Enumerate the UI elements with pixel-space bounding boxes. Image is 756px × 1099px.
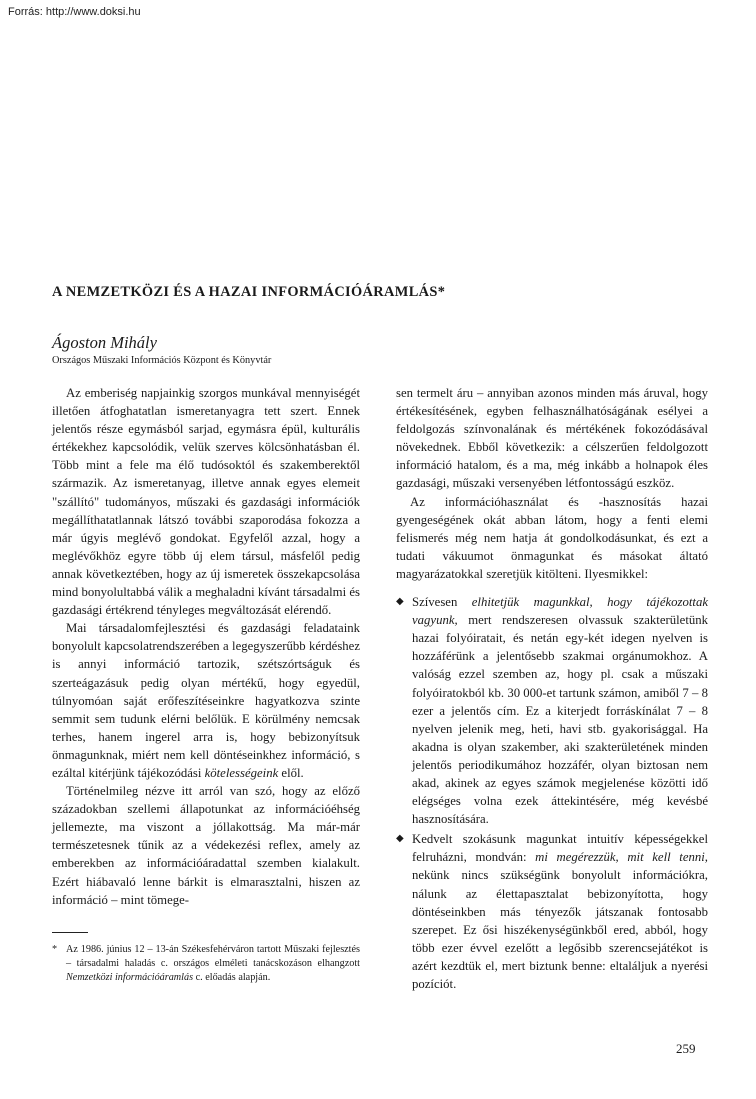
author-name: Ágoston Mihály <box>52 333 157 352</box>
page-number: 259 <box>676 1041 696 1056</box>
bullet-text <box>412 830 708 993</box>
bullet-item <box>396 830 708 993</box>
bullet-text <box>412 593 708 828</box>
emphasis: elhitetjük magunkkal, hogy tájékozottak vagyunk, <box>412 595 708 628</box>
paragraph: Az emberiség napjainkig szorgos munkával mennyiségét illetően átfoghatatlan ismeretanyagra tett szert. Ennek jelentős része egymásból sarjad, egymásra épül, kulturális értékekhez kapcsolódik, velük szerves kölcsönhatásban él. Több mint a fele ma élő tudósoktól és szakemberektől származik. Az ismeretanyag, illetve annak egyes elemeit "szállító" tudományos, műszaki és gazdasági információk megállíthatatlannak látszó további szaporodása fokozza a már úgyis meglévő gondokat. Egyfelől azzal, hogy a meglévőkhöz egyre több új elem társul, másfelől pedig annak következtében, hogy az új ismeretek összekapcsolása mind bonyolultabbá válik a meghaladni kívánt társadalmi és gazdasági értékrend tényleges megváltozását elérendő. <box>52 386 360 618</box>
right-column <box>396 384 708 993</box>
emphasis: kötelességeink <box>204 765 279 780</box>
paragraph <box>52 619 360 782</box>
diamond-bullet-icon: ◆ <box>396 833 404 845</box>
paragraph-text: elől. <box>278 765 304 780</box>
paragraph-text: Mai társadalomfejlesztési és gazdasági feladataink bonyolult kapcsolatrendszerében a legegyszerűbb kérdéshez is annyi információ tartozik, szétszórtságuk és szerteágazásuk pedig olyan mértékű, hogy egyedül, túlnyomóan saját erőfeszítéseinkre hagyatkozva szinte semmit sem tudunk elérni belőlük. E körülmény nemcsak terhes, hanem ingerel arra is, hogy bebizonyítsuk önmagunknak, miért nem kell döntéseinkhez információ, s ezáltal kitérjünk tájékozódási <box>52 621 360 780</box>
footnote <box>52 943 360 985</box>
article-title: A NEMZETKÖZI ÉS A HAZAI INFORMÁCIÓÁRAMLÁS* <box>52 284 446 300</box>
footnote-text-part: Az 1986. június 12 – 13-án Székesfehérváron tartott Műszaki fejlesztés – társadalmi haladás c. országos elméleti tanácskozáson elhangzott <box>66 944 360 970</box>
bullet-item <box>396 593 708 828</box>
emphasis: mi megérezzük, mit kell tenni, <box>535 850 708 865</box>
paragraph: sen termelt áru – annyiban azonos minden más áruval, hogy értékesítésének, egyben felhasználhatóságának esélyei a feldolgozás színvonalának és mértékének fokozódásával növekednek. Ebből következik: a célszerűen feldolgozott információ hatalom, és a ma, még inkább a holnapok éles gazdasági, műszaki versenyében létfontosságú eszköz. <box>396 386 708 491</box>
footnote-text <box>66 943 360 985</box>
footnote-marker: * <box>52 944 58 955</box>
left-column <box>52 384 360 909</box>
footnote-divider <box>52 932 88 933</box>
paragraph: Történelmileg nézve itt arról van szó, hogy az előző századokban szellemi állapotunkat az információéhség jellemezte, ma viszont a jóllakottság. Ma már-már természetesnek tűnik az a védekezési reflex, amely az emberekben az információáradattal szemben kialakult. Ezért hiábavaló lenne bárkit is elmarasztalni, hiszen az információ – mint tömege- <box>52 784 360 907</box>
emphasis: Nemzetközi információáramlás <box>66 972 194 984</box>
bullet-text-part: mert rendszeresen olvassuk szakterületünk hazai folyóiratait, és netán egy-két idegen nyelven is hozzáférünk a jelentősebb szakmai orgánumokhoz. A valóság ezzel szemben az, hogy pl. csak a műszaki folyóiratokból kb. 30 000-et tartunk számon, amiből 7 – 8 ezer a jelentős cím. Ez a kiterjedt forráskínálat 7 – 8 nyelven jelenik meg, heti, havi stb. gyakorisággal. Ha akadna is olyan szakember, aki szakterületének minden jelentős periodikumához hozzáfér, olyan biztosan nem akad, akinek az egyes számok megjelenése közötti idő elégséges volna ezek áttekintésére, még kevésbé hasznosítására. <box>412 613 708 827</box>
footnote-text-part: c. előadás alapján. <box>193 972 271 984</box>
paragraph: Az információhasználat és -hasznosítás hazai gyengeségének okát abban látom, hogy a fenti elemi felismerés még nem hatja át gondolkodásunkat, és ezt a tudati vákuumot önmagunkat és másokat áltató magyarázatokkal szeretjük kitölteni. Ilyesmikkel: <box>396 494 708 581</box>
bullet-text-part: Kedvelt szokásunk magunkat intuitív képességekkel felruházni, mondván: <box>412 832 708 865</box>
bullet-text-part: Szívesen <box>412 595 472 610</box>
source-note: Forrás: http://www.doksi.hu <box>8 6 141 18</box>
diamond-bullet-icon: ◆ <box>396 596 404 608</box>
author-affiliation: Országos Műszaki Információs Központ és Könyvtár <box>52 355 272 366</box>
bullet-text-part: nekünk nincs szükségünk bonyolult információkra, nálunk az élettapasztalat bebizonyította, hogy döntéseinkben más tényezők játszanak fontosabb szerepet. Ez ősi hiszékenységünkből ered, abból, hogy több ezer évvel ezelőtt a legősibb szerencsejátékot is azért kezdtük el, mert biztunk benne: eltaláljuk a nyerési pozíciót. <box>412 868 708 991</box>
